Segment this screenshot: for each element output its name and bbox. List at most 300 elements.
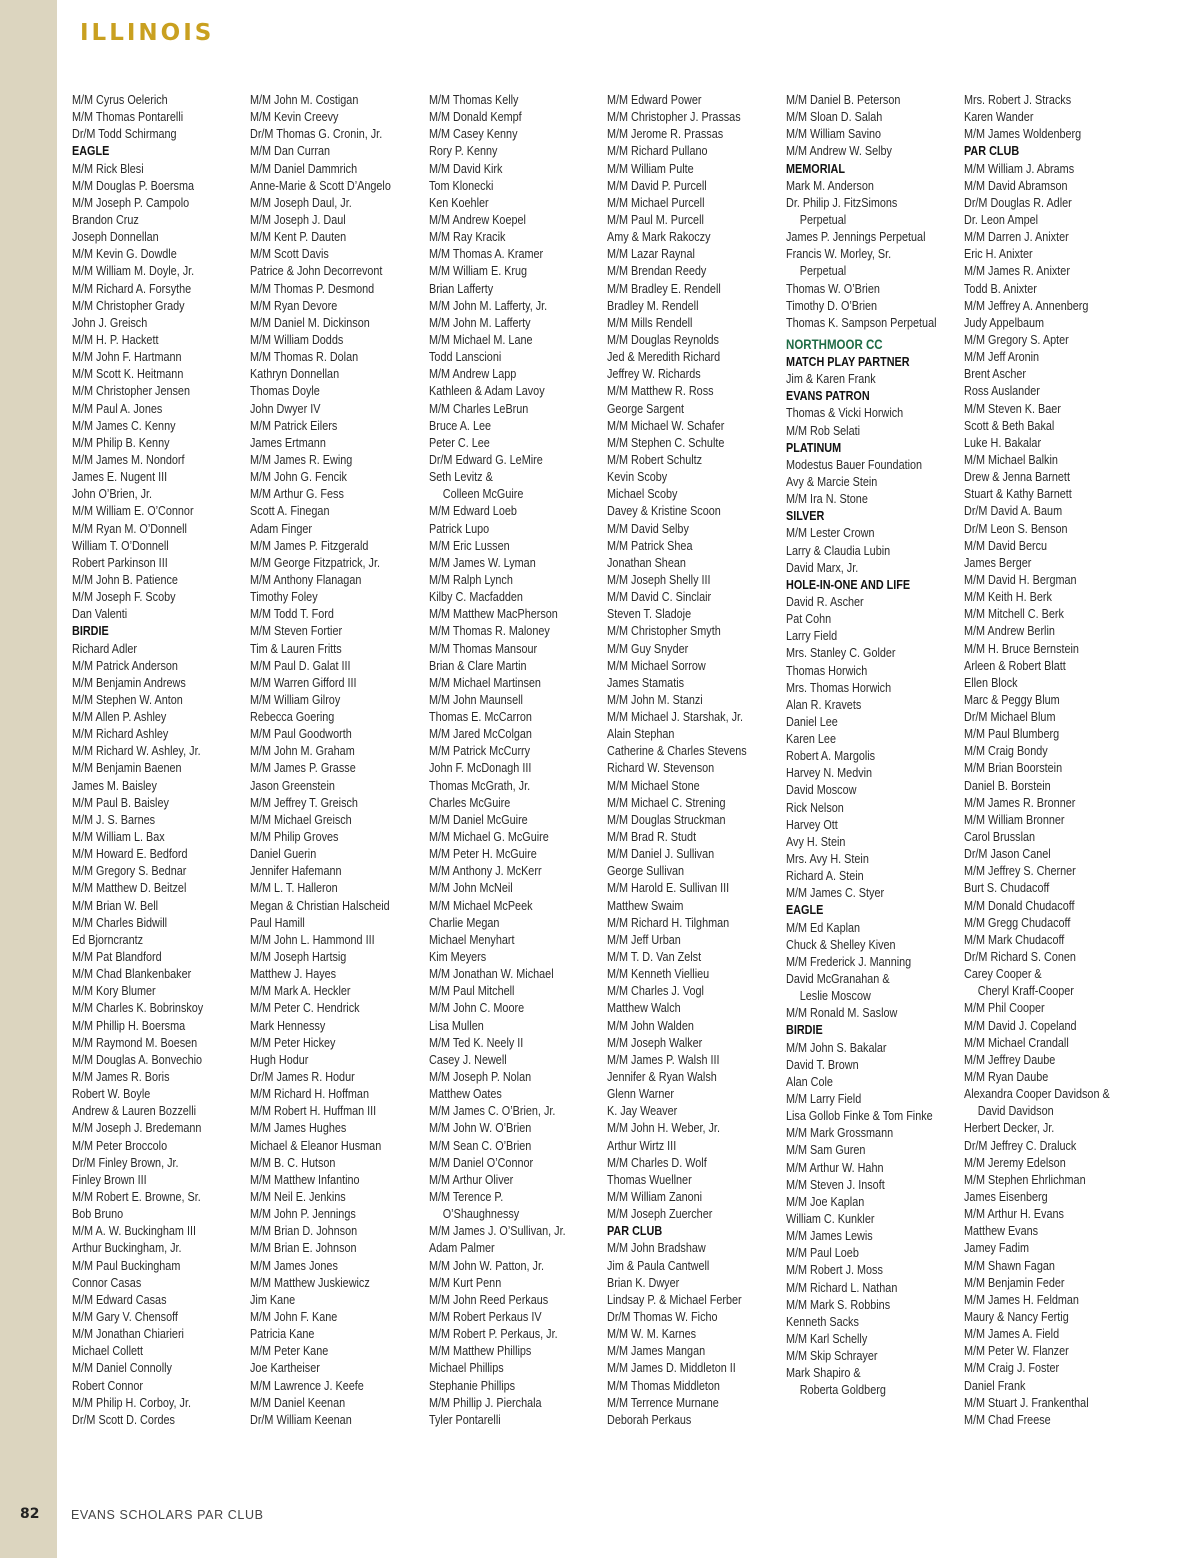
donor-name: M/M L. T. Halleron [250, 881, 338, 896]
donor-name: M/M Arthur W. Hahn [786, 1160, 884, 1175]
donor-name: M/M Douglas A. Bonvechio [72, 1052, 203, 1067]
donor-name: M/M James R. Anixter [964, 264, 1070, 279]
donor-name: M/M Michael W. Schafer [607, 418, 725, 433]
donor-name: M/M John M. Stanzi [607, 692, 703, 707]
donor-name-continuation: Colleen McGuire [442, 487, 524, 502]
donor-name: Jim Kane [250, 1292, 296, 1307]
giving-level-heading: PAR CLUB [964, 144, 1020, 159]
donor-column-4 [607, 92, 785, 1429]
donor-name: M/M Robert H. Huffman III [250, 1104, 377, 1119]
donor-name: M/M Matthew D. Beitzel [72, 881, 187, 896]
donor-name: Mark Hennessy [250, 1018, 326, 1033]
donor-name: James M. Baisley [72, 778, 157, 793]
donor-name: M/M Larry Field [786, 1092, 862, 1107]
donor-name: Alan R. Kravets [786, 697, 862, 712]
donor-name: M/M Jerome R. Prassas [607, 127, 724, 142]
donor-name: M/M Daniel McGuire [429, 812, 528, 827]
donor-name: M/M Robert E. Browne, Sr. [72, 1190, 201, 1204]
donor-name: Ross Auslander [964, 384, 1040, 399]
donor-name: M/M Philip Groves [250, 830, 339, 845]
donor-name: M/M Raymond M. Boesen [72, 1035, 198, 1050]
donor-name: M/M David P. Purcell [607, 178, 707, 193]
donor-name: M/M Anthony J. McKerr [429, 864, 542, 879]
donor-name: Thomas & Vicki Horwich [786, 406, 904, 421]
donor-name: Thomas W. O’Brien [786, 281, 880, 296]
donor-name: M/M Mark A. Heckler [250, 984, 351, 999]
giving-level-heading: MATCH PLAY PARTNER [786, 354, 910, 369]
donor-name: M/M John M. Lafferty [429, 315, 531, 330]
donor-name: M/M George Fitzpatrick, Jr. [250, 555, 380, 570]
donor-name-continuation: Perpetual [799, 264, 847, 279]
donor-name: M/M Benjamin Feder [964, 1275, 1065, 1290]
donor-name: M/M Peter H. McGuire [429, 847, 537, 862]
donor-name: M/M Andrew Berlin [964, 624, 1055, 639]
donor-name: M/M John G. Fencik [250, 470, 347, 485]
donor-name: Rick Nelson [786, 800, 844, 815]
donor-name: M/M Joseph P. Campolo [72, 195, 190, 210]
donor-name: Dr. Leon Ampel [964, 212, 1039, 227]
donor-name: M/M Guy Snyder [607, 641, 689, 656]
donor-name: Scott & Beth Bakal [964, 418, 1055, 433]
donor-name: M/M Charles D. Wolf [607, 1155, 707, 1170]
donor-name: Carol Brusslan [964, 830, 1036, 845]
donor-name: Dr/M Michael Blum [964, 710, 1056, 725]
donor-name: M/M Warren Gifford III [250, 675, 357, 690]
donor-name: M/M David C. Sinclair [607, 590, 712, 605]
donor-name: Charlie Megan [429, 915, 500, 930]
donor-name: M/M Lawrence J. Keefe [250, 1378, 364, 1393]
donor-name: M/M Benjamin Baenen [72, 761, 182, 776]
donor-name: Avy H. Stein [786, 834, 846, 849]
donor-name: M/M Richard W. Ashley, Jr. [72, 744, 201, 759]
donor-name: M/M William Gilroy [250, 692, 341, 707]
donor-name: M/M Stephen C. Schulte [607, 435, 725, 450]
donor-name: Matthew Swaim [607, 898, 684, 913]
donor-name-continuation: Roberta Goldberg [799, 1383, 886, 1398]
donor-name: M/M Robert J. Moss [786, 1263, 883, 1278]
donor-name: M/M Robert Schultz [607, 452, 703, 467]
donor-name: Stuart & Kathy Barnett [964, 487, 1072, 502]
donor-name: Brian Lafferty [429, 281, 494, 296]
donor-name: Karen Lee [786, 732, 836, 747]
club-heading: NORTHMOOR CC [786, 336, 883, 352]
donor-name: M/M Patrick McCurry [429, 744, 531, 759]
donor-name: Finley Brown III [72, 1172, 147, 1187]
donor-name: Joe Kartheiser [250, 1361, 320, 1376]
donor-name: M/M Thomas Middleton [607, 1378, 720, 1393]
donor-name: Jonathan Shean [607, 555, 686, 570]
donor-name: M/M Stuart J. Frankenthal [964, 1395, 1089, 1410]
donor-name: M/M James Mangan [607, 1344, 706, 1359]
donor-name: Thomas Horwich [786, 663, 868, 678]
donor-name: M/M W. M. Karnes [607, 1327, 697, 1342]
donor-name: Connor Casas [72, 1275, 142, 1290]
donor-name: M/M James J. O’Sullivan, Jr. [429, 1224, 566, 1239]
donor-name: Davey & Kristine Scoon [607, 504, 721, 519]
donor-name: M/M Donald Chudacoff [964, 898, 1075, 913]
donor-name: M/M Matthew R. Ross [607, 384, 714, 399]
donor-name: Brian & Clare Martin [429, 658, 527, 673]
donor-name: Anne-Marie & Scott D’Angelo [250, 178, 391, 193]
donor-name: M/M John M. Costigan [250, 93, 359, 107]
donor-name: Timothy Foley [250, 590, 318, 605]
donor-name: M/M H. Bruce Bernstein [964, 641, 1079, 656]
donor-name: M/M Thomas R. Maloney [429, 624, 550, 639]
donor-name: Casey J. Newell [429, 1052, 507, 1067]
donor-name: Jamey Fadim [964, 1241, 1030, 1256]
donor-name: M/M Paul B. Baisley [72, 795, 169, 810]
donor-name: M/M James A. Field [964, 1327, 1060, 1342]
donor-name: M/M Christopher Smyth [607, 624, 721, 639]
donor-name: M/M Daniel J. Sullivan [607, 847, 715, 862]
donor-name: M/M John Reed Perkaus [429, 1292, 549, 1307]
state-title: ILLINOIS [80, 20, 215, 46]
donor-name: M/M James D. Middleton II [607, 1361, 736, 1376]
donor-name: M/M Brian D. Johnson [250, 1224, 358, 1239]
donor-name-continuation: O’Shaughnessy [442, 1207, 520, 1222]
donor-name: M/M Michael Greisch [250, 812, 352, 827]
donor-name: M/M Shawn Fagan [964, 1258, 1055, 1273]
donor-name: M/M Edward Casas [72, 1292, 167, 1307]
donor-name: M/M Michael Stone [607, 778, 700, 793]
donor-name: M/M Donald Kempf [429, 110, 522, 125]
donor-name: James E. Nugent III [72, 470, 168, 485]
donor-name: George Sullivan [607, 864, 685, 879]
donor-name: M/M Douglas P. Boersma [72, 178, 194, 193]
donor-name: M/M Richard Pullano [607, 144, 708, 159]
donor-name: M/M Christopher Jensen [72, 384, 190, 399]
donor-name: Andrew & Lauren Bozzelli [72, 1104, 197, 1119]
donor-name: Jason Greenstein [250, 778, 335, 793]
donor-name: M/M William J. Abrams [964, 161, 1075, 176]
donor-name: Kilby C. Macfadden [429, 590, 523, 605]
donor-name: M/M Frederick J. Manning [786, 954, 912, 969]
donor-name: Michael Collett [72, 1344, 144, 1359]
donor-name: M/M Matthew Infantino [250, 1172, 360, 1187]
donor-name: M/M Robert Perkaus IV [429, 1309, 542, 1324]
donor-name: Mrs. Avy H. Stein [786, 852, 869, 867]
donor-name: M/M Peter Broccolo [72, 1138, 168, 1153]
donor-name: K. Jay Weaver [607, 1104, 678, 1119]
donor-name: Richard W. Stevenson [607, 761, 715, 776]
donor-name: M/M Robert P. Perkaus, Jr. [429, 1327, 558, 1342]
donor-name: Charles McGuire [429, 795, 511, 810]
donor-name: M/M Ryan Devore [250, 298, 338, 313]
donor-name: Pat Cohn [786, 612, 832, 627]
donor-name: M/M Allen P. Ashley [72, 710, 167, 725]
donor-name: M/M Daniel Connolly [72, 1361, 172, 1376]
donor-name: M/M B. C. Hutson [250, 1155, 336, 1170]
donor-name: M/M John Bradshaw [607, 1241, 706, 1256]
donor-name: M/M Joseph Hartsig [250, 950, 347, 965]
donor-name: M/M Ryan M. O’Donnell [72, 521, 187, 536]
donor-name: Robert Connor [72, 1378, 144, 1393]
donor-name: M/M David Selby [607, 521, 689, 536]
donor-name: Mrs. Robert J. Stracks [964, 93, 1072, 107]
donor-name: Dr/M Finley Brown, Jr. [72, 1155, 179, 1170]
donor-name: M/M Harold E. Sullivan III [607, 881, 730, 896]
donor-name: M/M Matthew Juskiewicz [250, 1275, 370, 1290]
donor-name: M/M Gary V. Chensoff [72, 1309, 178, 1324]
donor-name: Deborah Perkaus [607, 1412, 692, 1427]
donor-name: M/M Michael Crandall [964, 1035, 1069, 1050]
donor-name: M/M Mills Rendell [607, 315, 693, 330]
donor-name: M/M Arthur Oliver [429, 1172, 514, 1187]
donor-name: Matthew Evans [964, 1224, 1039, 1239]
donor-name: M/M William L. Bax [72, 830, 165, 845]
donor-name: Bruce A. Lee [429, 418, 492, 433]
donor-name: M/M Joseph Walker [607, 1035, 703, 1050]
donor-name: James Berger [964, 555, 1032, 570]
donor-name: Lisa Gollob Finke & Tom Finke [786, 1109, 933, 1124]
donor-name: M/M Gregory S. Apter [964, 332, 1069, 347]
donor-name: Todd Lanscioni [429, 350, 502, 365]
donor-name: M/M Steven Fortier [250, 624, 343, 639]
donor-name: M/M Paul A. Jones [72, 401, 163, 416]
donor-name: M/M Edward Power [607, 93, 702, 107]
donor-name: Harvey N. Medvin [786, 766, 873, 781]
donor-name: Todd B. Anixter [964, 281, 1037, 296]
donor-name: M/M T. D. Van Zelst [607, 950, 702, 965]
donor-name: M/M Richard H. Tilghman [607, 915, 730, 930]
donor-name: M/M Peter C. Hendrick [250, 1001, 360, 1016]
donor-name: M/M David Bercu [964, 538, 1048, 553]
donor-name: M/M James Hughes [250, 1121, 347, 1136]
donor-name: M/M James C. O’Brien, Jr. [429, 1104, 556, 1119]
donor-name: Mrs. Thomas Horwich [786, 680, 892, 695]
donor-name: Hugh Hodur [250, 1052, 309, 1067]
donor-name: M/M Richard Ashley [72, 727, 169, 742]
donor-name: Matthew Walch [607, 1001, 681, 1016]
donor-name: M/M Joseph Zuercher [607, 1207, 713, 1222]
giving-level-heading: BIRDIE [72, 624, 109, 639]
donor-name: Marc & Peggy Blum [964, 692, 1060, 707]
donor-name: M/M James P. Walsh III [607, 1052, 720, 1067]
giving-level-heading: PLATINUM [786, 440, 842, 455]
donor-name: M/M Paul Buckingham [72, 1258, 181, 1273]
donor-name: M/M Paul D. Galat III [250, 658, 351, 673]
donor-name: M/M David Abramson [964, 178, 1068, 193]
donor-name: Richard Adler [72, 641, 138, 656]
donor-name: M/M Kevin G. Dowdle [72, 247, 177, 262]
donor-name: Matthew J. Hayes [250, 967, 337, 982]
donor-name: Matthew Oates [429, 1087, 502, 1102]
donor-name: James Stamatis [607, 675, 685, 690]
donor-name: Thomas E. McCarron [429, 710, 532, 725]
donor-name: M/M Patrick Shea [607, 538, 693, 553]
donor-name: M/M Richard L. Nathan [786, 1280, 898, 1295]
donor-name: M/M Kenneth Viellieu [607, 967, 710, 982]
donor-name: Judy Appelbaum [964, 315, 1045, 330]
donor-name: M/M William Pulte [607, 161, 694, 176]
donor-name: David T. Brown [786, 1057, 859, 1072]
donor-name: M/M Paul Blumberg [964, 727, 1060, 742]
donor-name: Tom Klonecki [429, 178, 494, 193]
donor-name: M/M Jeff Aronin [964, 350, 1040, 365]
donor-name: Dr/M Jason Canel [964, 847, 1051, 862]
donor-name: M/M Darren J. Anixter [964, 230, 1069, 245]
donor-name: M/M Joseph J. Bredemann [72, 1121, 202, 1136]
donor-name: Dr/M Leon S. Benson [964, 521, 1068, 536]
giving-level-heading: SILVER [786, 509, 825, 524]
donor-name: M/M Kurt Penn [429, 1275, 502, 1290]
donor-name: M/M John L. Hammond III [250, 932, 375, 947]
donor-column-2 [250, 92, 428, 1429]
donor-name: Kathleen & Adam Lavoy [429, 384, 545, 399]
donor-name: M/M Joseph Daul, Jr. [250, 195, 352, 210]
donor-name: M/M J. S. Barnes [72, 812, 156, 827]
donor-name: Michael Scoby [607, 487, 678, 502]
donor-name: Mark Shapiro & [786, 1366, 861, 1381]
donor-name: Amy & Mark Rakoczy [607, 230, 711, 245]
donor-name: M/M Joe Kaplan [786, 1194, 865, 1209]
donor-name: Bradley M. Rendell [607, 298, 699, 313]
donor-name: William C. Kunkler [786, 1212, 875, 1226]
donor-name: Dr/M Jeffrey C. Draluck [964, 1138, 1077, 1153]
donor-name: M/M Anthony Flanagan [250, 572, 362, 587]
donor-name: John Dwyer IV [250, 401, 321, 416]
donor-name: Patrick Lupo [429, 521, 490, 536]
donor-name: M/M Thomas A. Kramer [429, 247, 544, 262]
donor-name: Dr/M Douglas R. Adler [964, 195, 1072, 210]
donor-name: M/M Mitchell C. Berk [964, 607, 1064, 622]
donor-name: Jim & Karen Frank [786, 372, 876, 387]
donor-name: Jed & Meredith Richard [607, 350, 721, 365]
donor-name: M/M Daniel Dammrich [250, 161, 358, 176]
donor-name: Patricia Kane [250, 1327, 315, 1342]
donor-name: M/M Scott Davis [250, 247, 329, 262]
donor-name: Dr/M Thomas G. Cronin, Jr. [250, 127, 383, 142]
donor-name: M/M Matthew MacPherson [429, 607, 558, 622]
donor-name: M/M Andrew Koepel [429, 212, 526, 227]
donor-name: M/M Jeffrey T. Greisch [250, 795, 358, 810]
donor-name: M/M Patrick Anderson [72, 658, 178, 673]
donor-name: Dr/M Richard S. Conen [964, 950, 1076, 965]
donor-name: M/M Christopher J. Prassas [607, 110, 741, 125]
donor-name: Luke H. Bakalar [964, 435, 1042, 450]
donor-name: M/M Brian W. Bell [72, 898, 159, 913]
donor-name: M/M David Kirk [429, 161, 503, 176]
donor-name: Larry & Claudia Lubin [786, 543, 891, 558]
donor-name: M/M William Dodds [250, 332, 344, 347]
donor-name: David R. Ascher [786, 594, 864, 609]
donor-name: M/M Michael McPeek [429, 898, 533, 913]
donor-name: M/M Phillip H. Boersma [72, 1018, 186, 1033]
donor-name: M/M Michael Sorrow [607, 658, 706, 673]
donor-name: Thomas Wuellner [607, 1172, 692, 1187]
donor-name: M/M James H. Feldman [964, 1292, 1079, 1307]
donor-name: M/M Thomas P. Desmond [250, 281, 375, 296]
donor-name: M/M Kent P. Dauten [250, 230, 347, 245]
donor-name: M/M Andrew W. Selby [786, 144, 892, 159]
donor-name: M/M Thomas Pontarelli [72, 110, 184, 125]
donor-name: James Eisenberg [964, 1190, 1048, 1204]
donor-name: M/M Ryan Daube [964, 1070, 1049, 1085]
donor-name: M/M Brad R. Studt [607, 830, 697, 845]
donor-name: M/M Paul Goodworth [250, 727, 352, 742]
donor-name: M/M Howard E. Bedford [72, 847, 188, 862]
donor-name: M/M James C. Kenny [72, 418, 176, 433]
donor-name: M/M Mark Chudacoff [964, 932, 1065, 947]
donor-name: M/M John H. Weber, Jr. [607, 1121, 720, 1136]
donor-name: M/M Daniel M. Dickinson [250, 315, 370, 330]
donor-name: M/M Sloan D. Salah [786, 110, 883, 125]
donor-name: M/M William E. Krug [429, 264, 528, 279]
donor-name: M/M Cyrus Oelerich [72, 93, 168, 107]
donor-name: M/M Ira N. Stone [786, 492, 868, 507]
donor-name: Kenneth Sacks [786, 1314, 859, 1329]
donor-name: Brent Ascher [964, 367, 1027, 382]
donor-name: M/M Steven J. Insoft [786, 1177, 885, 1192]
donor-name: Steven T. Sladoje [607, 607, 692, 622]
donor-name: M/M Eric Lussen [429, 538, 510, 553]
donor-name: Brandon Cruz [72, 212, 139, 227]
publication-name: EVANS SCHOLARS PAR CLUB [71, 1508, 264, 1522]
donor-name: Alan Cole [786, 1074, 833, 1089]
donor-name: M/M Karl Schelly [786, 1331, 868, 1346]
donor-name: M/M Sam Guren [786, 1143, 866, 1158]
donor-column-3 [429, 92, 607, 1429]
page-number: 82 [20, 1506, 40, 1522]
donor-name: M/M Rick Blesi [72, 161, 144, 176]
donor-name: M/M Mark S. Robbins [786, 1297, 891, 1312]
donor-name: M/M Edward Loeb [429, 504, 517, 519]
donor-name: M/M Jeff Urban [607, 932, 681, 947]
donor-name: Richard A. Stein [786, 869, 864, 884]
donor-name: M/M Lazar Raynal [607, 247, 695, 262]
donor-name-continuation: Cheryl Kraff-Cooper [977, 984, 1074, 999]
donor-name: M/M Daniel B. Peterson [786, 93, 901, 107]
donor-name: Stephanie Phillips [429, 1378, 516, 1393]
donor-name: M/M John M. Graham [250, 744, 355, 759]
donor-name: M/M James C. Styer [786, 886, 885, 901]
donor-name: M/M Gregg Chudacoff [964, 915, 1071, 930]
donor-name: M/M John Walden [607, 1018, 694, 1033]
donor-name: Avy & Marcie Stein [786, 474, 878, 489]
donor-name: Ken Koehler [429, 195, 489, 210]
donor-name: M/M James Lewis [786, 1229, 873, 1244]
donor-name: Michael Phillips [429, 1361, 504, 1376]
donor-name: M/M John F. Kane [250, 1309, 338, 1324]
donor-name: M/M Philip B. Kenny [72, 435, 170, 450]
donor-name: M/M Andrew Lapp [429, 367, 517, 382]
donor-name: M/M Michael M. Lane [429, 332, 533, 347]
donor-name: M/M Charles K. Bobrinskoy [72, 1001, 204, 1016]
donor-name: Kathryn Donnellan [250, 367, 340, 382]
donor-name: Ed Bjorncrantz [72, 932, 144, 947]
donor-name: Brian K. Dwyer [607, 1275, 680, 1290]
donor-name: Dr/M William Keenan [250, 1412, 352, 1427]
donor-name: David Marx, Jr. [786, 560, 859, 575]
donor-name: M/M David H. Bergman [964, 572, 1077, 587]
donor-name: M/M William Zanoni [607, 1190, 703, 1204]
donor-name: Adam Palmer [429, 1241, 495, 1256]
donor-name: David McGranahan & [786, 972, 890, 987]
donor-name: M/M Peter Kane [250, 1344, 329, 1359]
donor-name: M/M Ralph Lynch [429, 572, 513, 587]
donor-name: M/M Chad Blankenbaker [72, 967, 192, 982]
donor-name: Robert Parkinson III [72, 555, 168, 570]
donor-name: Francis W. Morley, Sr. [786, 247, 892, 262]
donor-name: M/M James P. Fitzgerald [250, 538, 369, 553]
donor-name: M/M Christopher Grady [72, 298, 185, 313]
donor-name: M/M Benjamin Andrews [72, 675, 186, 690]
donor-name: M/M Michael Martinsen [429, 675, 541, 690]
donor-name: M/M Peter Hickey [250, 1035, 336, 1050]
donor-name: M/M Bradley E. Rendell [607, 281, 721, 296]
donor-name: M/M John F. Hartmann [72, 350, 182, 365]
donor-name: Dr/M Todd Schirmang [72, 127, 177, 142]
